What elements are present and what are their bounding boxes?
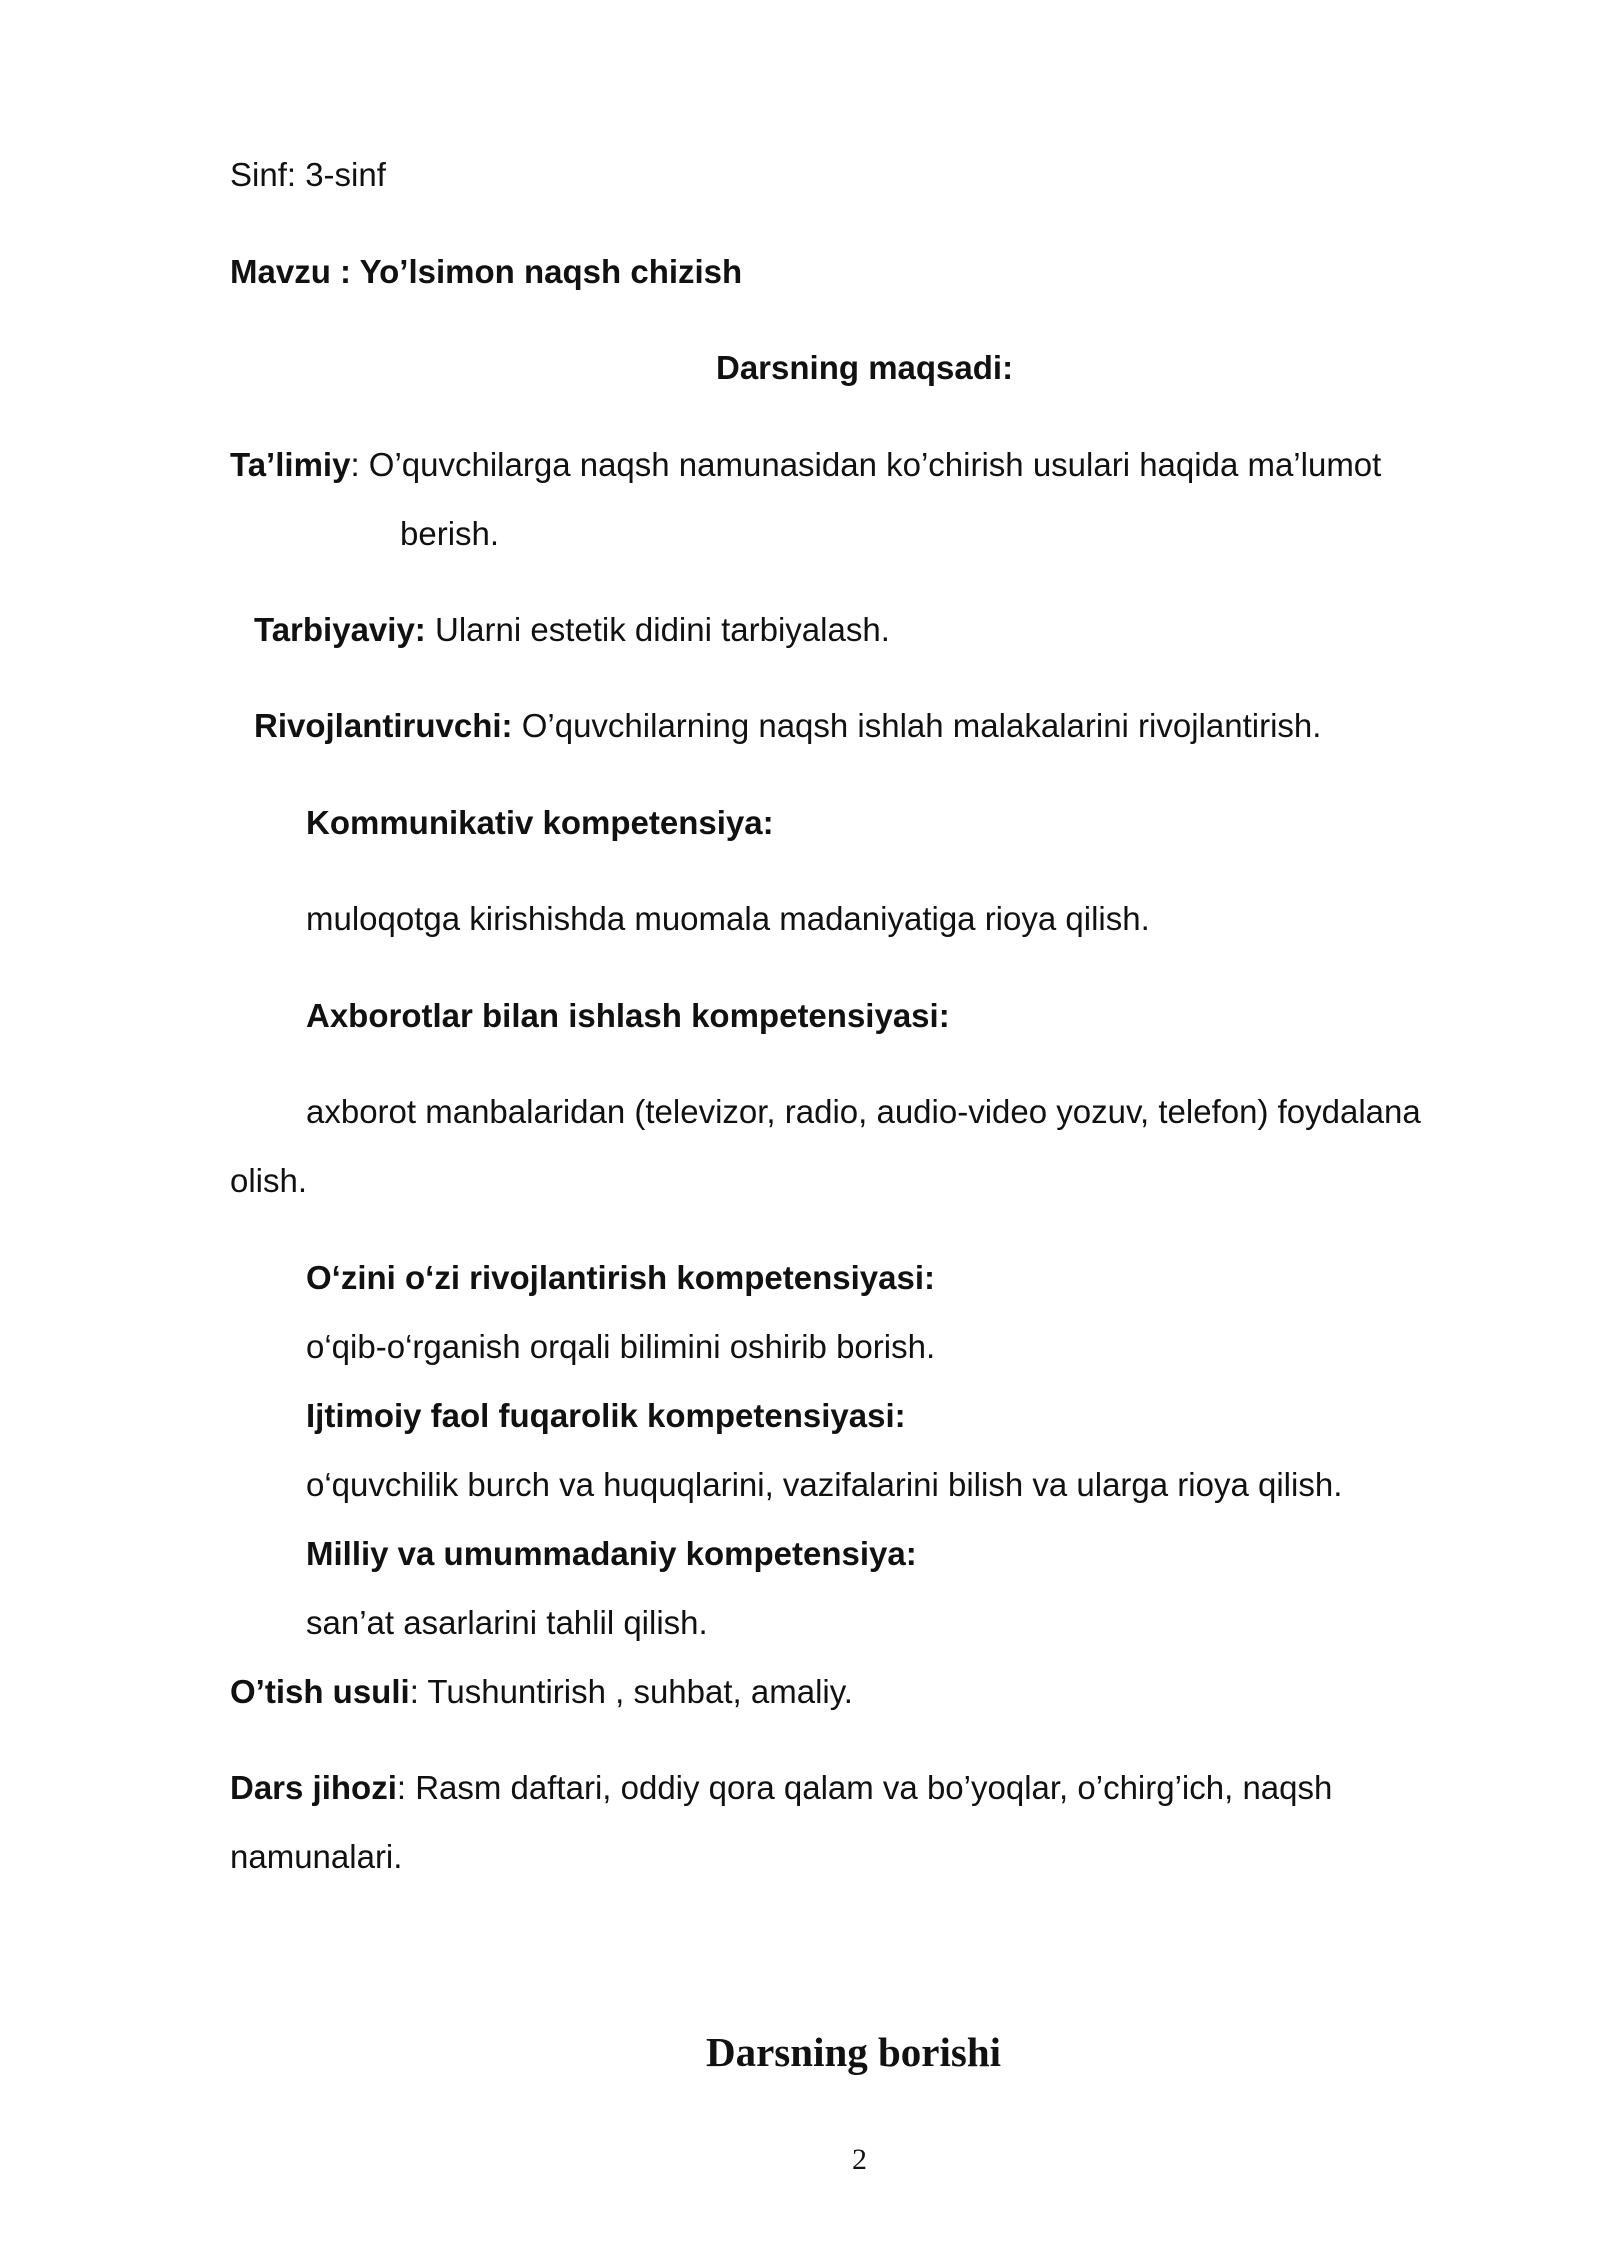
page-number: 2	[852, 2143, 867, 2176]
educational-goal-label: Ta’limiy	[230, 446, 351, 483]
educational-goal-continuation: berish.	[400, 515, 500, 552]
goals-heading	[716, 348, 1013, 388]
cultural-heading	[306, 1534, 917, 1574]
communicative-text: muloqotga kirishishda muomala madaniyatiga rioya qilish.	[306, 900, 1150, 937]
self-development-heading-text: O‘zini o‘zi rivojlantirish kompetensiyasi:	[306, 1259, 935, 1296]
developmental-goal-label: Rivojlantiruvchi:	[254, 707, 513, 744]
teaching-method-label: O’tish usuli	[230, 1673, 410, 1710]
goals-heading-text: Darsning maqsadi:	[716, 349, 1014, 386]
cultural-heading-text: Milliy va umummadaniy kompetensiya:	[306, 1535, 917, 1572]
communicative-heading-text: Kommunikativ kompetensiya:	[306, 804, 774, 841]
self-development-text: o‘qib-o‘rganish orqali bilimini oshirib borish.	[306, 1328, 936, 1365]
upbringing-goal-label: Tarbiyaviy:	[254, 611, 426, 648]
lesson-equipment-text: : Rasm daftari, oddiy qora qalam va bo’yoqlar, o’chirg’ich, naqsh	[396, 1769, 1333, 1806]
civic-heading	[306, 1396, 906, 1436]
lesson-equipment	[230, 1768, 1332, 1808]
civic-heading-text: Ijtimoiy faol fuqarolik kompetensiyasi:	[306, 1397, 906, 1434]
information-text-continuation: olish.	[230, 1162, 308, 1199]
communicative-heading	[306, 803, 774, 843]
class-line: Sinf: 3-sinf	[230, 156, 386, 193]
self-development-heading	[306, 1258, 935, 1298]
civic-text: o‘quvchilik burch va huquqlarini, vazifalarini bilish va ularga rioya qilish.	[306, 1466, 1343, 1503]
cultural-text: san’at asarlarini tahlil qilish.	[306, 1604, 708, 1641]
lesson-equipment-continuation: namunalari.	[230, 1838, 403, 1875]
information-heading	[306, 996, 950, 1036]
developmental-goal-text: O’quvchilarning naqsh ishlah malakalarini rivojlantirish.	[512, 707, 1322, 744]
developmental-goal	[254, 706, 1321, 746]
upbringing-goal	[254, 610, 890, 650]
educational-goal	[230, 445, 1381, 485]
lesson-equipment-label: Dars jihozi	[230, 1769, 397, 1806]
topic-line	[230, 252, 742, 292]
topic-text: Mavzu : Yo’lsimon naqsh chizish	[230, 253, 743, 290]
teaching-method	[230, 1672, 853, 1712]
upbringing-goal-text: Ularni estetik didini tarbiyalash.	[425, 611, 890, 648]
lesson-progress-heading: Darsning borishi	[706, 2029, 1002, 2075]
teaching-method-text: : Tushuntirish , suhbat, amaliy.	[409, 1673, 853, 1710]
information-heading-text: Axborotlar bilan ishlash kompetensiyasi:	[306, 997, 950, 1034]
educational-goal-text: : O’quvchilarga naqsh namunasidan ko’chirish usulari haqida ma’lumot	[350, 446, 1382, 483]
information-text: axborot manbalaridan (televizor, radio, audio-video yozuv, telefon) foydalana	[306, 1093, 1421, 1130]
